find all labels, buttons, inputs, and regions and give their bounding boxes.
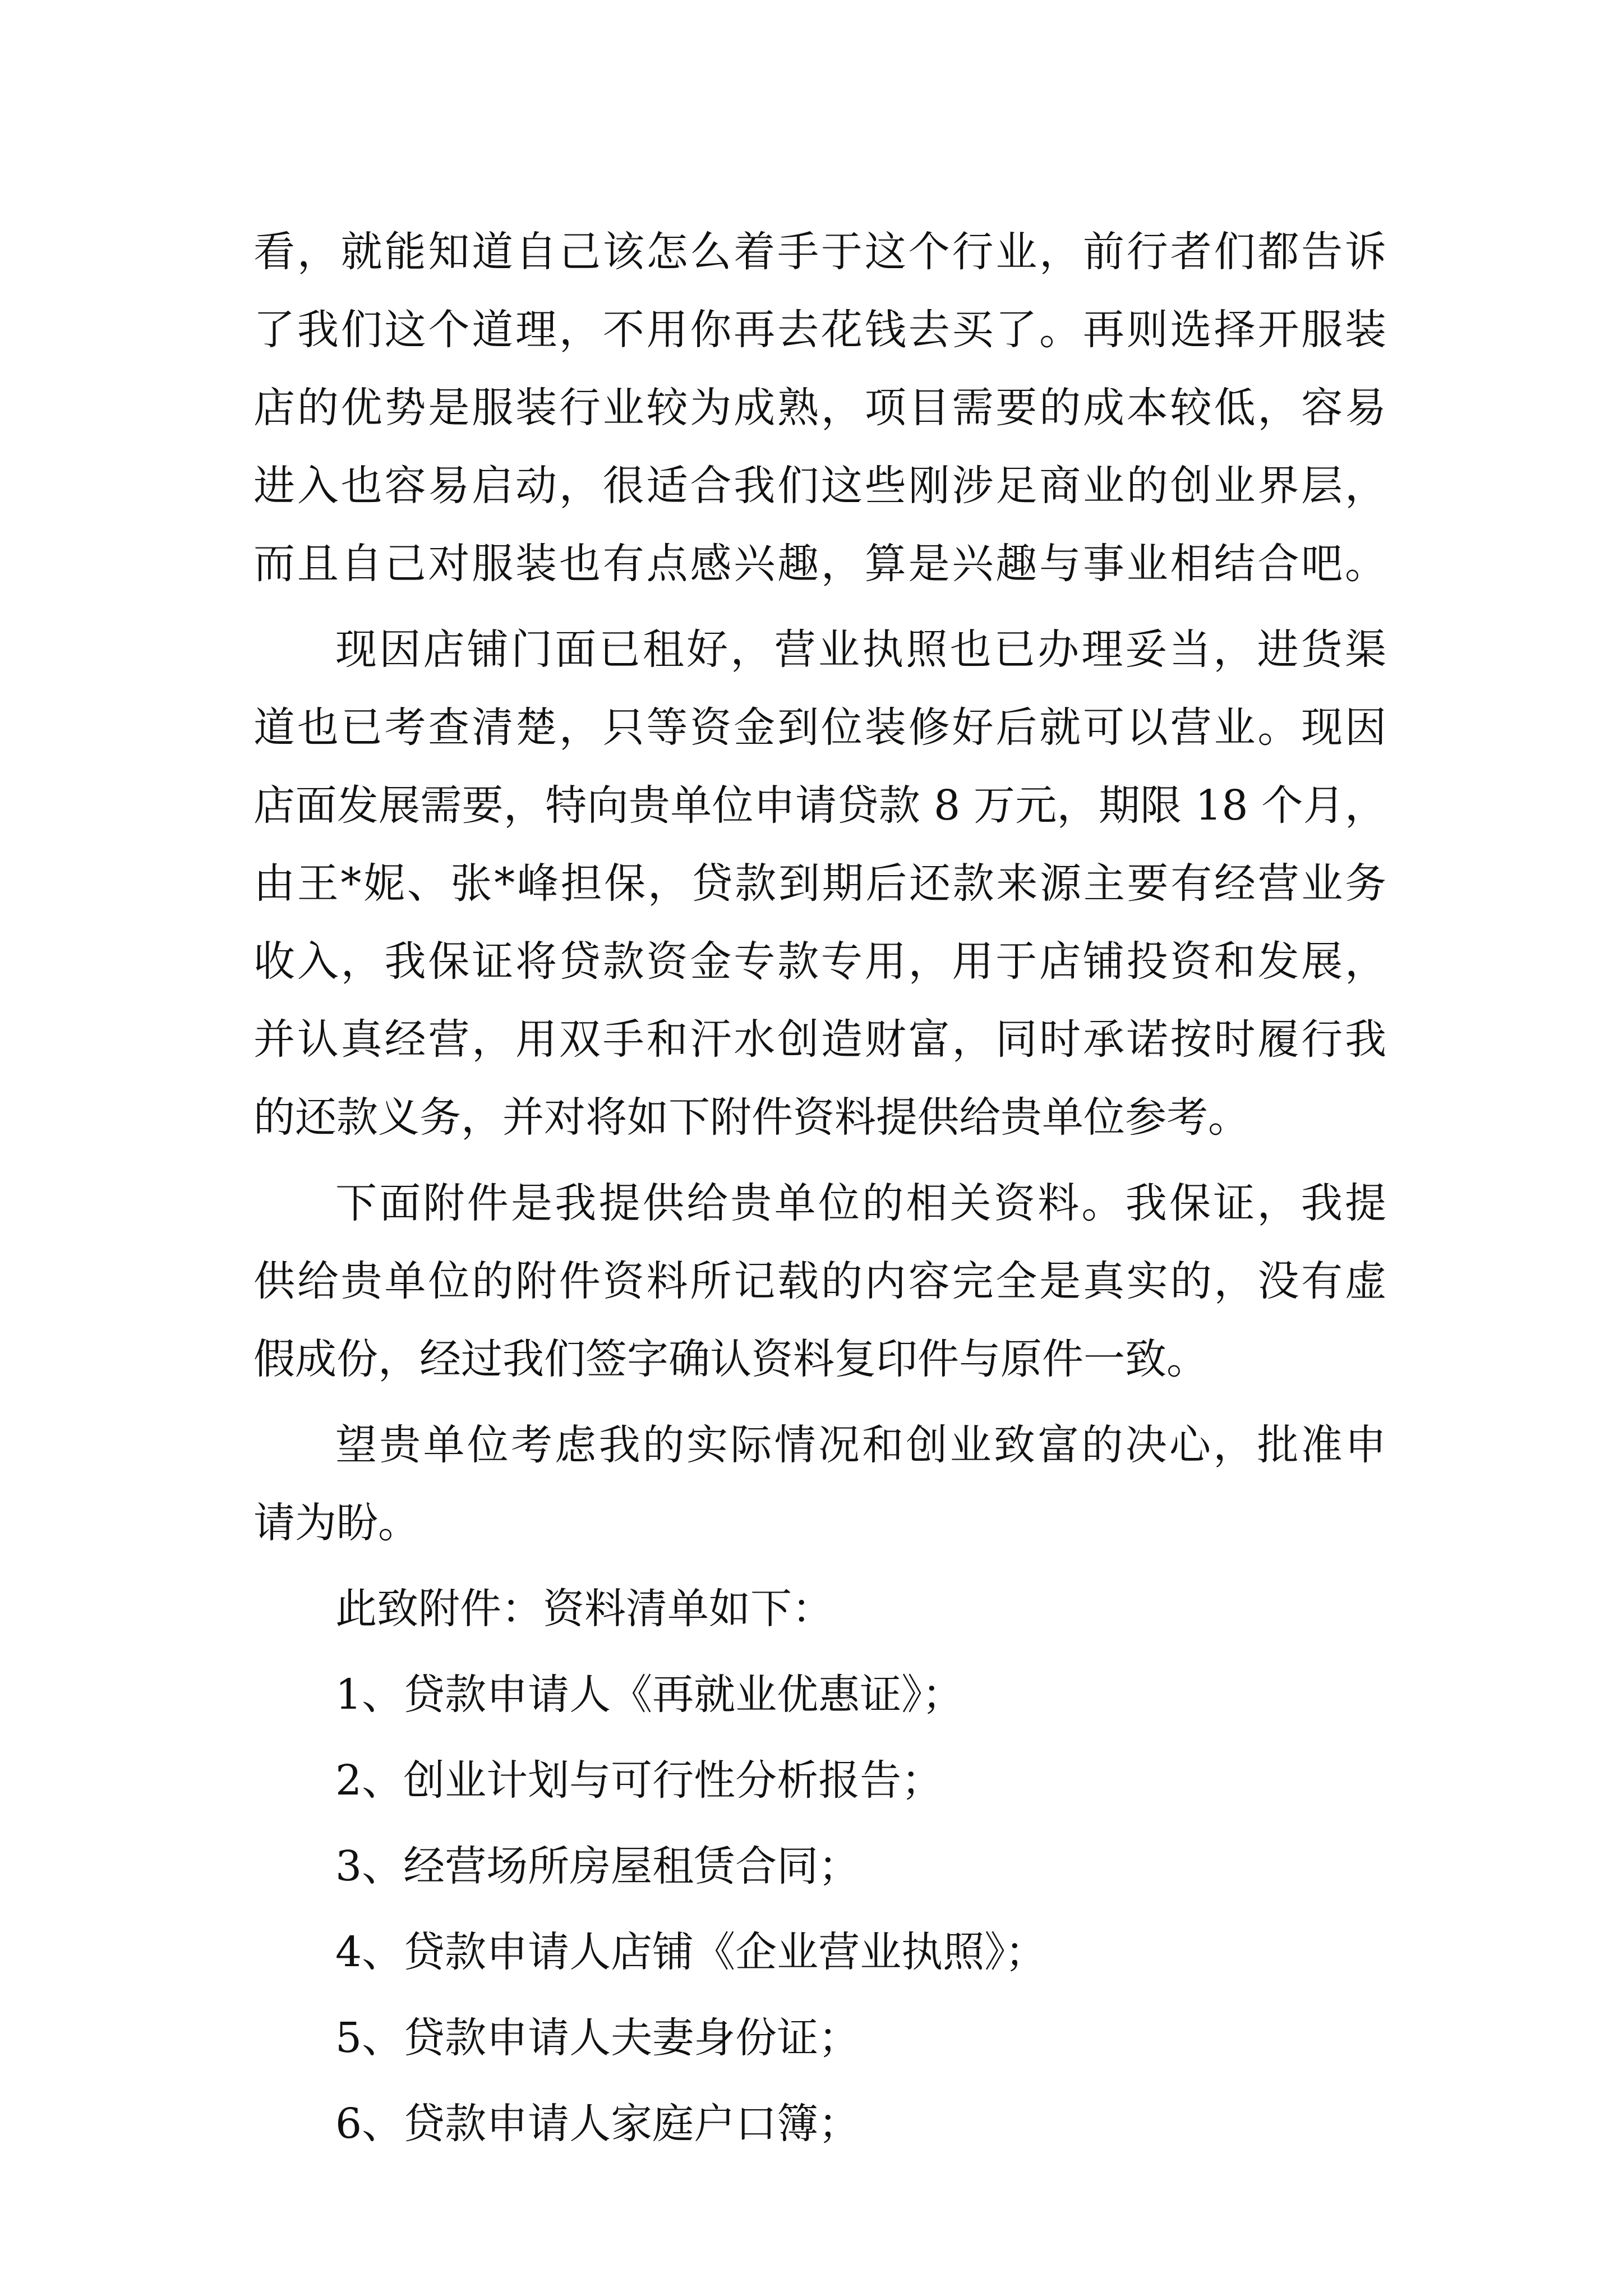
paragraph-1 [253, 213, 1386, 603]
attachment-item: 6、贷款申请人家庭户口簿； [335, 2100, 860, 2148]
paragraph-2 [253, 611, 1386, 1157]
text-line: 供给贵单位的附件资料所记载的内容完全是真实的，没有虚 [253, 1257, 1386, 1305]
paragraph-5 [253, 1570, 1386, 1648]
text-line: 此致附件：资料清单如下： [335, 1585, 833, 1633]
document-body [253, 213, 1386, 2163]
text-line: 望贵单位考虑我的实际情况和创业致富的决心，批准申 [335, 1421, 1386, 1469]
text-line: 下面附件是我提供给贵单位的相关资料。我保证，我提 [335, 1179, 1386, 1227]
text-line: 进入也容易启动，很适合我们这些刚涉足商业的创业界层， [253, 462, 1386, 510]
text-line: 假成份，经过我们签字确认资料复印件与原件一致。 [253, 1335, 1208, 1383]
attachment-list [253, 1656, 1386, 2163]
attachment-item: 4、贷款申请人店铺《企业营业执照》； [335, 1928, 1047, 1976]
text-line: 请为盼。 [253, 1499, 419, 1547]
text-line: 收入，我保证将贷款资金专款专用，用于店铺投资和发展， [253, 937, 1386, 986]
text-line: 现因店铺门面已租好，营业执照也已办理妥当，进货渠 [335, 625, 1386, 674]
text-line: 店面发展需要，特向贵单位申请贷款 8 万元，期限 18 个月， [253, 781, 1386, 830]
text-line: 由王*妮、张*峰担保，贷款到期后还款来源主要有经营业务 [253, 859, 1386, 908]
text-line: 看，就能知道自己该怎么着手于这个行业，前行者们都告诉 [253, 228, 1386, 276]
text-line: 并认真经营，用双手和汗水创造财富，同时承诺按时履行我 [253, 1015, 1386, 1064]
paragraph-3 [253, 1165, 1386, 1398]
attachment-item: 3、经营场所房屋租赁合同； [335, 1842, 860, 1890]
text-line: 的还款义务，并对将如下附件资料提供给贵单位参考。 [253, 1093, 1249, 1142]
paragraph-4 [253, 1406, 1386, 1562]
text-line: 道也已考查清楚，只等资金到位装修好后就可以营业。现因 [253, 703, 1386, 752]
text-line: 而且自己对服装也有点感兴趣，算是兴趣与事业相结合吧。 [253, 540, 1386, 588]
text-line: 了我们这个道理，不用你再去花钱去买了。再则选择开服装 [253, 306, 1386, 354]
text-line: 店的优势是服装行业较为成熟，项目需要的成本较低，容易 [253, 384, 1386, 432]
attachment-item: 1、贷款申请人《再就业优惠证》； [335, 1671, 964, 1719]
attachment-item: 5、贷款申请人夫妻身份证； [335, 2014, 860, 2062]
attachment-item: 2、创业计划与可行性分析报告； [335, 1756, 943, 1805]
